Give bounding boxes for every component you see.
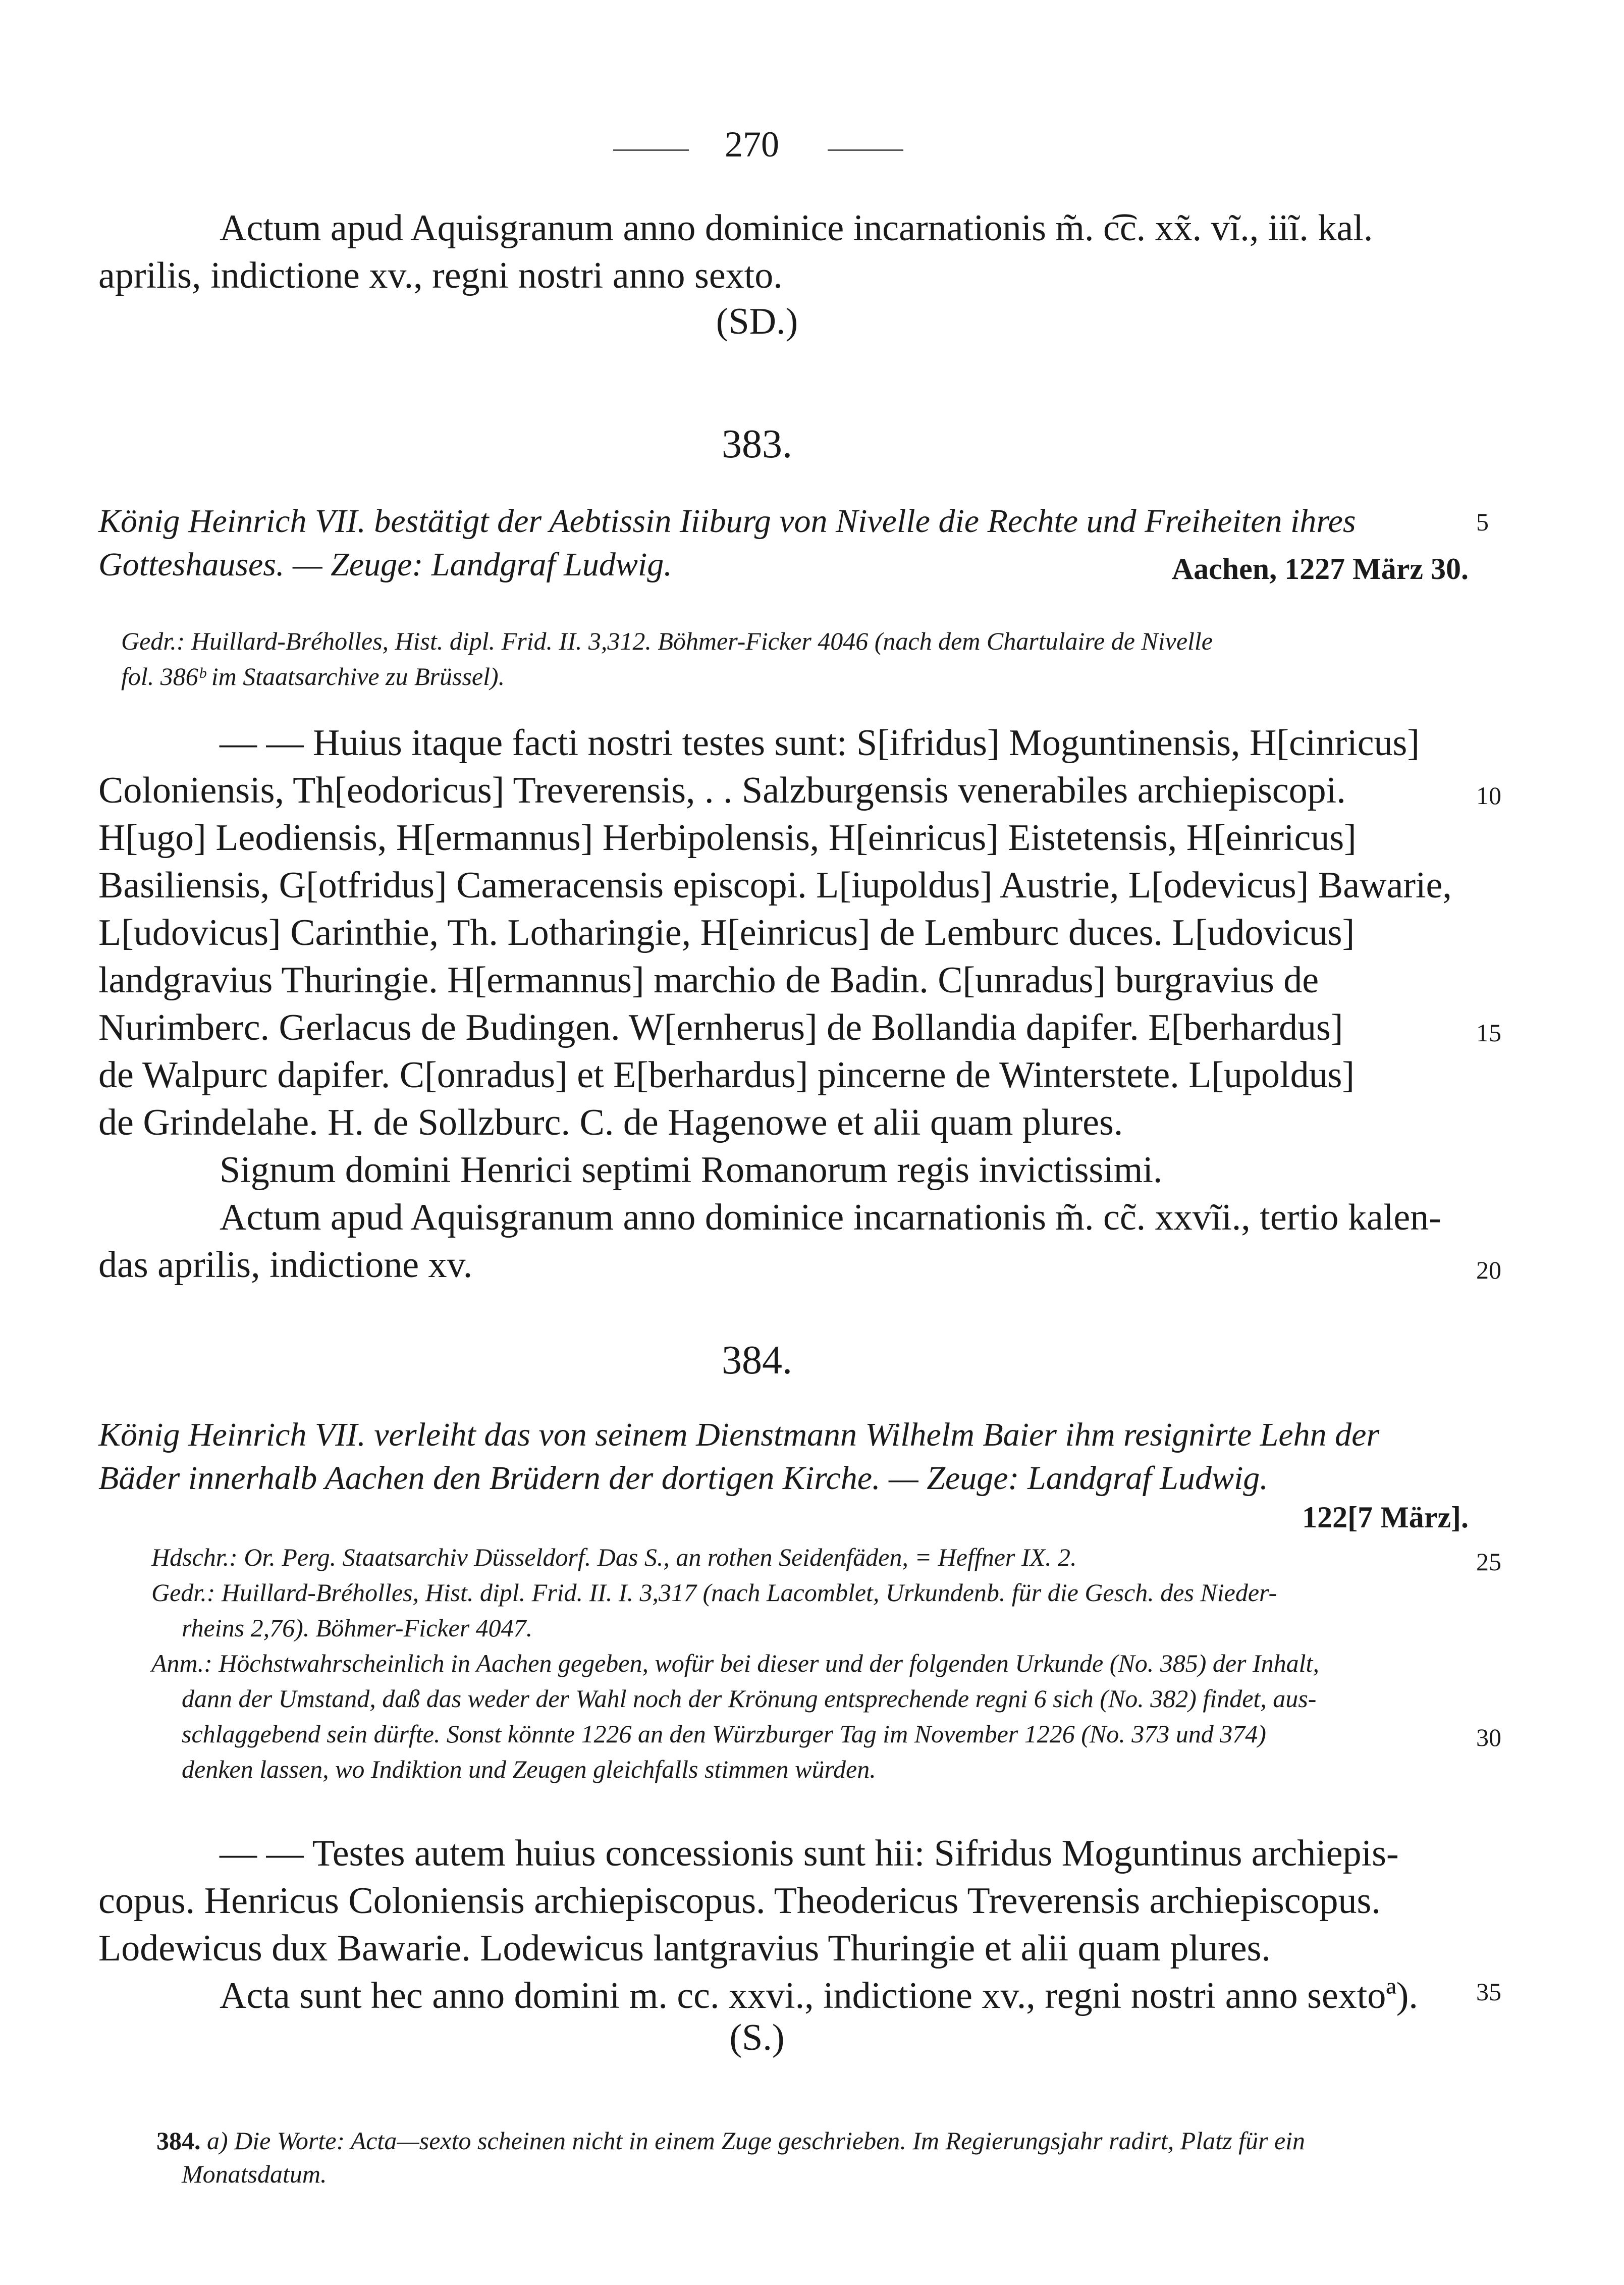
text-line: Actum apud Aquisgranum anno dominice incarnationis m̃. cc̃. xxvĩi., tertio kalen- — [220, 1197, 1441, 1238]
text-line: H[ugo] Leodiensis, H[ermannus] Herbipolensis, H[einricus] Eistetensis, H[einricus] — [98, 817, 1357, 859]
margin-line-number: 10 — [1476, 781, 1501, 810]
seal-mark: (SD.) — [716, 301, 798, 342]
header-rule-right — [828, 149, 903, 151]
doc-number-383: 383. — [722, 422, 792, 466]
prev-doc-line: aprilis, indictione xv., regni nostri anno sexto. — [98, 255, 783, 296]
margin-line-number: 5 — [1476, 508, 1489, 536]
regest-line: König Heinrich VII. bestätigt der Aebtissin Iiiburg von Nivelle die Rechte und Freiheiten ihres — [98, 503, 1356, 540]
edition-note-383 — [121, 623, 1464, 694]
margin-line-number: 35 — [1476, 1978, 1501, 2006]
regest-line: Gotteshauses. — Zeuge: Landgraf Ludwig. — [98, 546, 672, 583]
note-line: rheins 2,76). Böhmer-Ficker 4047. — [182, 1614, 533, 1642]
footnote-label: 384. — [156, 2127, 201, 2155]
text-line: Coloniensis, Th[eodoricus] Treverensis, . . Salzburgensis venerabiles archiepiscopi. — [98, 770, 1346, 811]
note-line: Gedr.: Huillard-Bréholles, Hist. dipl. Frid. II. 3,312. Böhmer-Ficker 4046 (nach dem Chartulaire de Nivelle — [121, 627, 1213, 655]
text-line: landgravius Thuringie. H[ermannus] marchio de Badin. C[unradus] burgravius de — [98, 960, 1319, 1001]
header-rule-left — [613, 149, 689, 151]
regest-line: Bäder innerhalb Aachen den Brüdern der dortigen Kirche. — Zeuge: Landgraf Ludwig. — [98, 1460, 1268, 1497]
note-line: denken lassen, wo Indiktion und Zeugen gleichfalls stimmen würden. — [182, 1755, 876, 1783]
text-line: das aprilis, indictione xv. — [98, 1244, 473, 1286]
margin-line-number: 25 — [1476, 1548, 1501, 1576]
text-line: de Walpurc dapifer. C[onradus] et E[berhardus] pincerne de Winterstete. L[upoldus] — [98, 1054, 1355, 1096]
regest-line: König Heinrich VII. verleiht das von seinem Dienstmann Wilhelm Baier ihm resignirte Lehn der — [98, 1416, 1380, 1453]
seal-mark: (S.) — [729, 2017, 785, 2058]
note-line: schlaggebend sein dürfte. Sonst könnte 1226 an den Würzburger Tag im November 1226 (No. 373 und 374) — [182, 1720, 1266, 1748]
footnote-line: Monatsdatum. — [182, 2160, 327, 2188]
text-384 — [98, 1830, 1471, 2020]
note-line: Hdschr.: Or. Perg. Staatsarchiv Düsseldorf. Das S., an rothen Seidenfäden, = Heffner IX. 2. — [151, 1543, 1077, 1571]
text-383 — [98, 719, 1471, 1289]
dateline-384: 122[7 März]. — [1302, 1501, 1469, 1534]
footnote-line: a) Die Worte: Acta—sexto scheinen nicht in einem Zuge geschrieben. Im Regierungsjahr radirt, Platz für ein — [207, 2127, 1306, 2155]
page-number: 270 — [725, 124, 779, 165]
text-line: — — Testes autem huius concessionis sunt hii: Sifridus Moguntinus archiepis- — [220, 1833, 1399, 1874]
footnote — [156, 2124, 1479, 2191]
doc-number-384: 384. — [722, 1338, 792, 1383]
text-line: Nurimberc. Gerlacus de Budingen. W[ernherus] de Bollandia dapifer. E[berhardus] — [98, 1007, 1343, 1048]
text-line: copus. Henricus Coloniensis archiepiscopus. Theodericus Treverensis archiepiscopus. — [98, 1880, 1381, 1922]
text-line: Lodewicus dux Bawarie. Lodewicus lantgravius Thuringie et alii quam plures. — [98, 1928, 1271, 1969]
prev-doc-text — [98, 204, 1471, 299]
margin-line-number: 30 — [1476, 1723, 1501, 1751]
text-line: Acta sunt hec anno domini m. cc. xxvi., indictione xv., regni nostri anno sextoª). — [220, 1975, 1418, 2016]
margin-line-number: 15 — [1476, 1019, 1501, 1047]
text-line: Signum domini Henrici septimi Romanorum regis invictissimi. — [220, 1149, 1163, 1191]
note-line: Anm.: Höchstwahrscheinlich in Aachen gegeben, wofür bei dieser und der folgenden Urkunde (No. 385) der Inhalt, — [151, 1649, 1319, 1677]
text-line: — — Huius itaque facti nostri testes sunt: S[ifridus] Moguntinensis, H[cinricus] — [220, 722, 1420, 764]
note-line: dann der Umstand, daß das weder der Wahl noch der Krönung entsprechende regni 6 sich (No. 382) findet, aus- — [182, 1684, 1317, 1713]
note-line: Gedr.: Huillard-Bréholles, Hist. dipl. Frid. II. I. 3,317 (nach Lacomblet, Urkundenb. für die Gesch. des Nieder- — [151, 1578, 1277, 1607]
regest-384 — [98, 1413, 1471, 1500]
margin-line-number: 20 — [1476, 1256, 1501, 1284]
text-line: L[udovicus] Carinthie, Th. Lotharingie, H[einricus] de Lemburc duces. L[udovicus] — [98, 912, 1355, 953]
prev-doc-line: Actum apud Aquisgranum anno dominice incarnationis m̃. c͡c. xx̃. vĩ., iiĩ. kal. — [220, 207, 1373, 249]
dateline-383: Aachen, 1227 März 30. — [1171, 552, 1469, 586]
text-line: de Grindelahe. H. de Sollzburc. C. de Hagenowe et alii quam plures. — [98, 1102, 1123, 1143]
text-line: Basiliensis, G[otfridus] Cameracensis episcopi. L[iupoldus] Austrie, L[odevicus] Bawarie, — [98, 865, 1452, 906]
apparatus-384 — [151, 1539, 1464, 1787]
note-line: fol. 386ᵇ im Staatsarchive zu Brüssel). — [121, 662, 505, 690]
